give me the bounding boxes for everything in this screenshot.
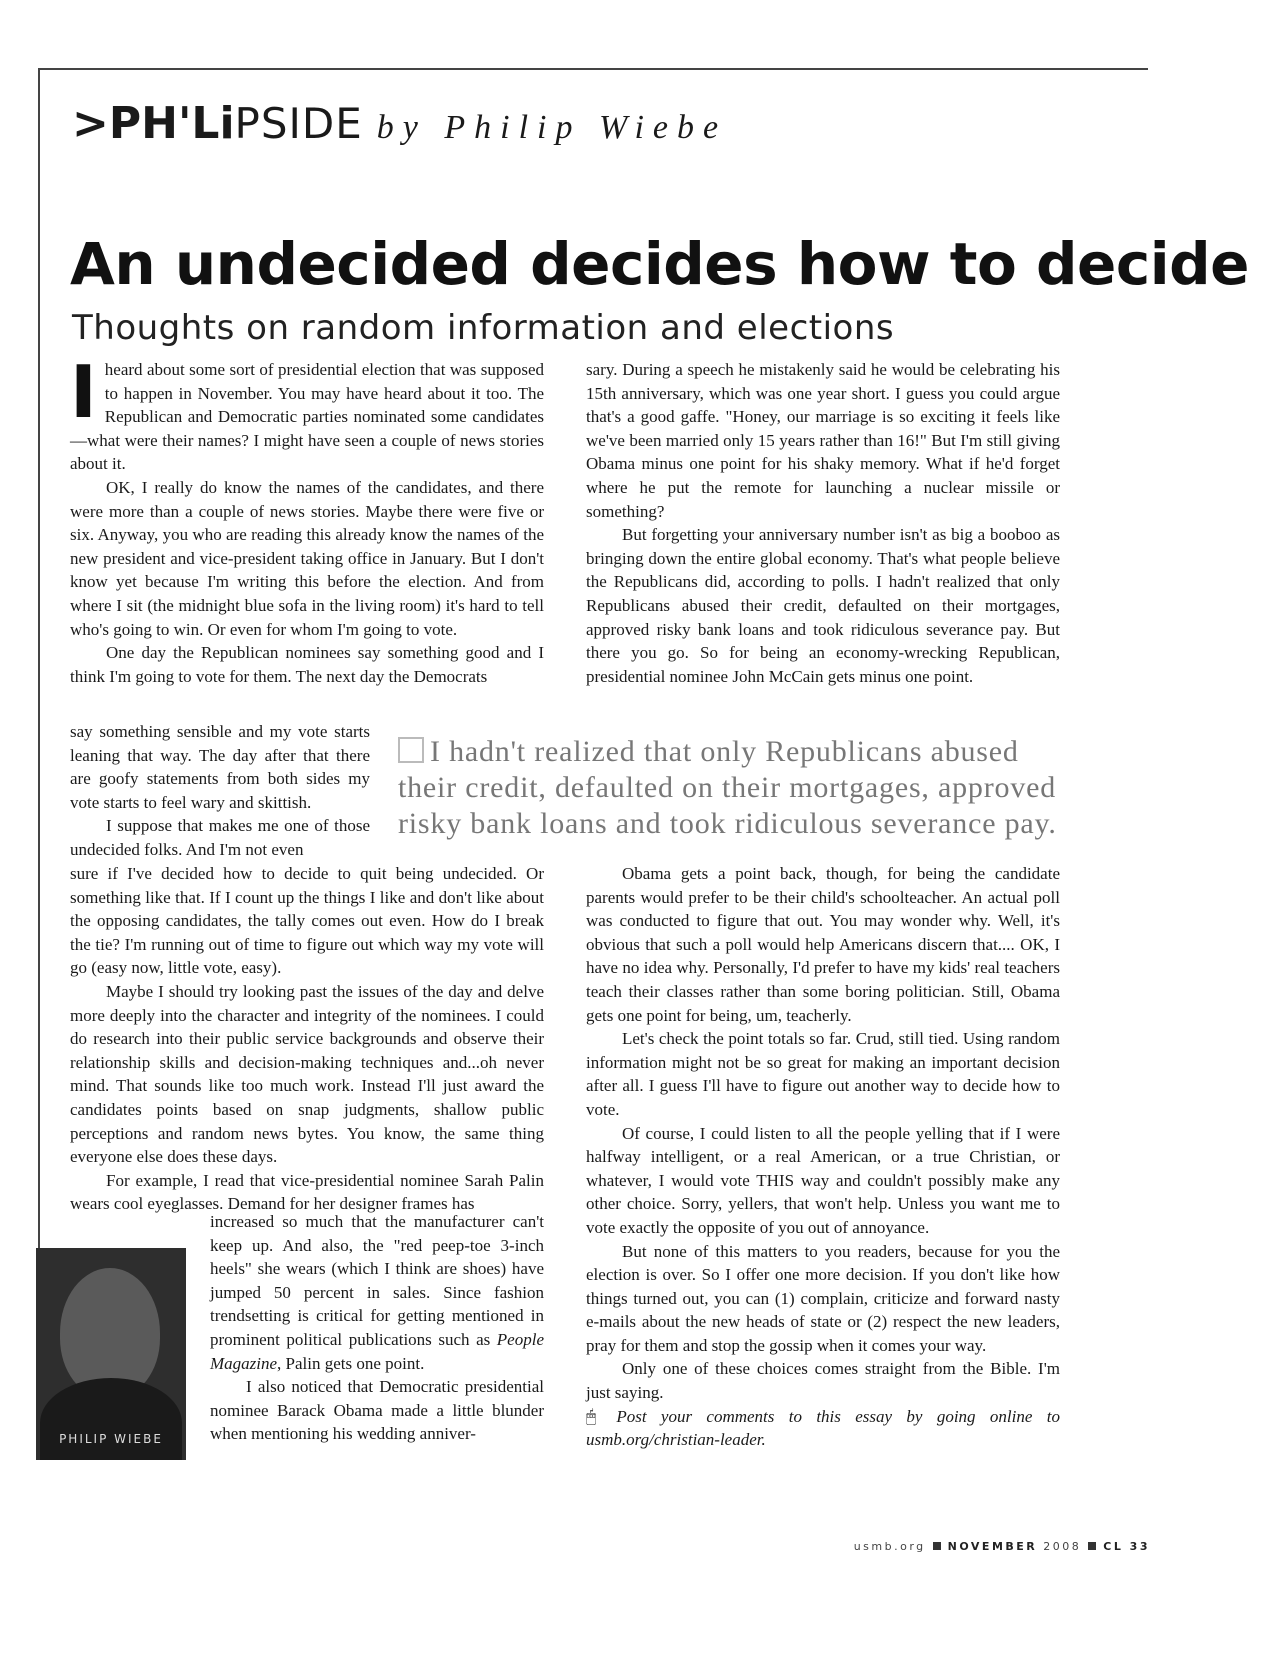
paragraph: For example, I read that vice-presidential nominee Sarah Palin wears cool eyeglasses. Demand for her designer frames has <box>70 1170 544 1214</box>
paragraph: One day the Republican nominees say something good and I think I'm going to vote for them. The next day the Democrats <box>70 643 544 686</box>
pull-quote-text: I hadn't realized that only Republicans abused their credit, defaulted on their mortgages, approved risky bank loans and took ridiculous severance pay. <box>398 735 1057 840</box>
mouse-icon: 🖱 <box>586 1406 607 1426</box>
left-rule <box>38 68 40 1313</box>
column2-bottom <box>586 862 1060 1452</box>
paragraph: I suppose that makes me one of those undecided folks. And I'm not even <box>70 816 370 859</box>
article-headline: An undecided decides how to decide <box>70 230 1249 298</box>
paragraph: But forgetting your anniversary number isn't as big a booboo as bringing down the entire global economy. That's what people believe the Republicans did, according to polls. I hadn't realized that only Republicans abused their credit, defaulted on their mortgages, approved risky bank loans and took ridiculous severance pay. But there you go. So for being an economy-wrecking Republican, presidential nominee John McCain gets minus one point. <box>586 525 1060 686</box>
masthead-part1: >PH'Li <box>72 98 235 149</box>
footer-site: usmb.org <box>853 1540 926 1553</box>
quote-box-icon <box>398 737 424 763</box>
paragraph: say something sensible and my vote starts leaning that way. The day after that there are goofy statements from both sides my vote starts to feel wary and skittish. <box>70 722 370 812</box>
paragraph: Obama gets a point back, though, for being the candidate parents would prefer to be their child's schoolteacher. An actual poll was conducted to figure that out. You may wonder why. Well, it's obvious that such a poll would help Americans discern that.... OK, I have no idea why. Personally, I'd prefer to have my kids' real teachers teach their classes rather than some boring politician. Still, Obama gets one point for being, um, teacherly. <box>586 864 1060 1025</box>
column1-top <box>70 350 544 688</box>
top-rule <box>38 68 1148 70</box>
article-subhead: Thoughts on random information and elections <box>72 308 895 348</box>
paragraph: OK, I really do know the names of the candidates, and there were more than a couple of news stories. Maybe there were five or six. Anyway, you who are reading this already know the names of the new president and vice-president taking office in January. But I don't know yet because I'm writing this before the election. And from where I sit (the midnight blue sofa in the living room) it's hard to tell who's going to win. Or even for whom I'm going to vote. <box>70 477 544 639</box>
photo-caption: PHILIP WIEBE <box>59 1432 163 1446</box>
paragraph: I also noticed that Democratic presidential nominee Barack Obama made a little blunder when mentioning his wedding anniver- <box>210 1377 544 1444</box>
column1-bottom <box>70 862 544 1216</box>
paragraph: Iheard about some sort of presidential election that was supposed to happen in November. You may have heard about it too. The Republican and Democratic parties nominated some candidates—what were their names? I might have seen a couple of news stories about it. <box>70 350 544 474</box>
column1-beside-photo <box>210 1210 544 1446</box>
page-footer <box>854 1540 1150 1553</box>
footer-year: 2008 <box>1043 1540 1082 1553</box>
paragraph: Only one of these choices comes straight from the Bible. I'm just saying. <box>586 1359 1060 1403</box>
drop-cap: I <box>70 350 97 434</box>
paragraph: sary. During a speech he mistakenly said he would be celebrating his 15th anniversary, which was one year short. I guess you could argue that's a good gaffe. "Honey, our marriage is so exciting it feels like we've been married only 15 years rather than 16!" But I'm still giving Obama minus one point for his shaky memory. What if he'd forget where he put the remote for launching a nuclear missile or something? <box>586 360 1060 521</box>
masthead-part2: PSIDE <box>234 99 363 148</box>
paragraph: sure if I've decided how to decide to quit being undecided. Or something like that. If I count up the things I like and don't like about the opposing candidates, the tally comes out even. How do I break the tie? I'm running out of time to figure out which way my vote will go (easy now, little vote, easy). <box>70 864 544 978</box>
author-photo <box>36 1248 186 1460</box>
paragraph: Of course, I could listen to all the people yelling that if I were halfway intelligent, or a real American, or a true Christian, or whatever, I would vote THIS way and couldn't possibly make any other choice. Sorry, yellers, that won't help. Unless you want me to vote exactly the opposite of you out of annoyance. <box>586 1123 1060 1237</box>
author-shoulders <box>40 1378 182 1460</box>
column2-top <box>586 358 1060 688</box>
square-bullet-icon <box>1088 1542 1096 1550</box>
paragraph: But none of this matters to you readers, because for you the election is over. So I offer one more decision. If you don't like how things turned out, you can (1) complain, criticize and forward nasty e-mails about the new heads of state or (2) respect the new leaders, pray for them and stop the gossip when it comes your way. <box>586 1241 1060 1355</box>
column-masthead <box>72 96 727 156</box>
footer-month: NOVEMBER <box>947 1540 1038 1553</box>
online-comment-note: 🖱 Post your comments to this essay by going online to usmb.org/christian-leader. <box>586 1406 1060 1450</box>
byline: by Philip Wiebe <box>376 109 728 146</box>
paragraph: Maybe I should try looking past the issues of the day and delve more deeply into the character and integrity of the nominees. I could do research into their public service backgrounds and observe their relationship skills and decision-making techniques and...oh never mind. That sounds like too much work. Instead I'll just award the candidates points based on snap judgments, shallow public perceptions and random news bytes. You know, the same thing everyone else does these days. <box>70 981 544 1167</box>
pull-quote <box>398 734 1078 842</box>
footer-page: CL 33 <box>1103 1540 1150 1553</box>
paragraph: Let's check the point totals so far. Crud, still tied. Using random information might not be so great for making an important decision after all. I guess I'll have to figure out another way to decide how to vote. <box>586 1029 1060 1119</box>
square-bullet-icon <box>933 1542 941 1550</box>
column1-narrow <box>70 720 370 862</box>
paragraph: increased so much that the manufacturer can't keep up. And also, the "red peep-toe 3-inch heels" she wears (which I think are shoes) have jumped 50 percent in sales. Since fashion trendsetting is critical for getting mentioned in prominent political publications such as People Magazine, Palin gets one point. <box>210 1212 544 1373</box>
